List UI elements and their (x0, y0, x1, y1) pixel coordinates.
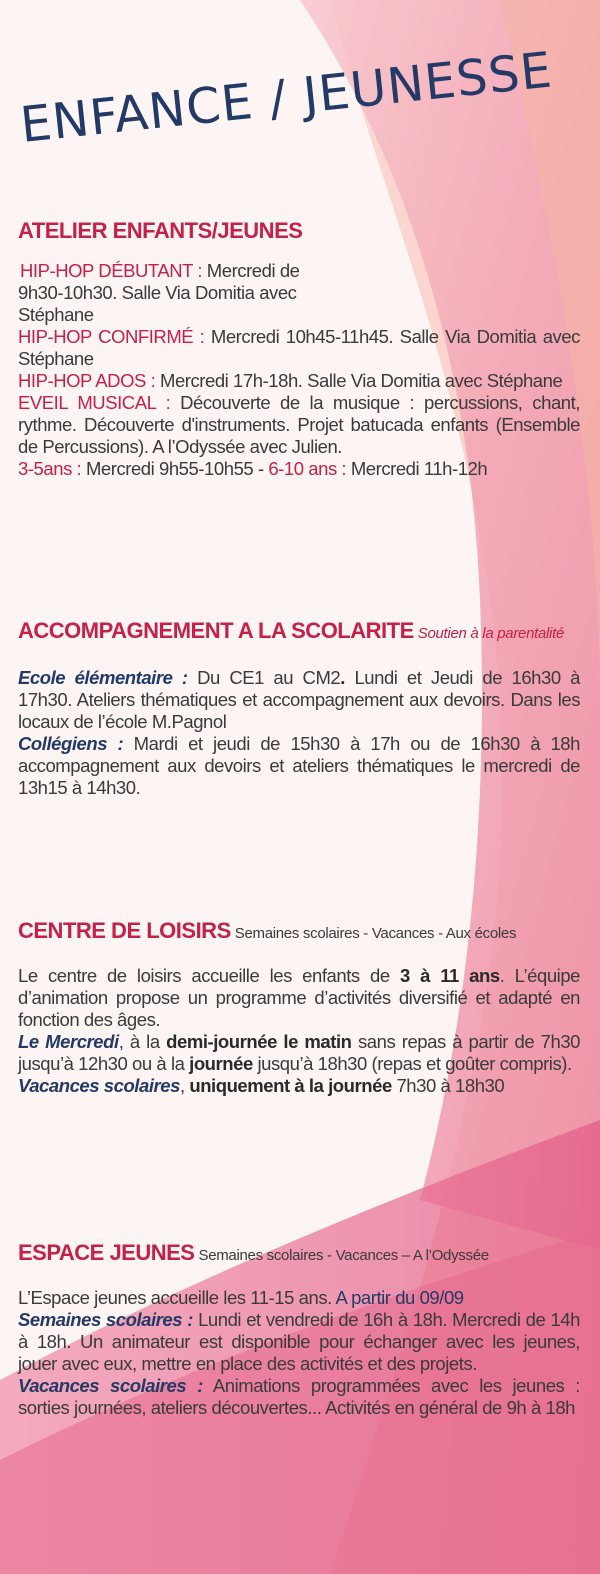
section-atelier (18, 218, 580, 480)
loisirs-heading: CENTRE DE LOISIRS Semaines scolaires - Vacances - Aux écoles (18, 918, 517, 943)
scolarite-heading: ACCOMPAGNEMENT A LA SCOLARITE Soutien à la parentalité (18, 618, 564, 643)
atelier-heading: ATELIER ENFANTS/JEUNES (18, 218, 303, 243)
page-title: ENFANCE / JEUNESSE (17, 41, 556, 154)
jeunes-heading: ESPACE JEUNES Semaines scolaires - Vacances – A l’Odyssée (18, 1240, 489, 1265)
section-scolarite (18, 618, 580, 799)
jeunes-body: L’Espace jeunes accueille les 11-15 ans. A partir du 09/09 Semaines scolaires : Lundi et vendredi de 16h à 18h. Mercredi de 14h à 18h. Un animateur est disponible pour échanger avec les jeunes, jouer avec eux, mettre en place des activités et des projets. Vacances scolaires : Animations programmées avec les jeunes : sorties journées, ateliers découvertes... Activités en général de 9h à 18h (18, 1287, 580, 1418)
section-loisirs (18, 918, 580, 1097)
loisirs-body: Le centre de loisirs accueille les enfants de 3 à 11 ans. L’équipe d’animation propose un programme d’activités diversifié et adapté en fonction des âges. Le Mercredi, à la demi-journée le matin sans repas à partir de 7h30 jusqu’à 12h30 ou à la journée jusqu’à 18h30 (repas et goûter compris). Vacances scolaires, uniquement à la journée 7h30 à 18h30 (18, 965, 580, 1096)
scolarite-body: Ecole élémentaire : Du CE1 au CM2. Lundi et Jeudi de 16h30 à 17h30. Ateliers thématiques et accompagnement aux devoirs. Dans les locaux de l’école M.Pagnol Collégiens : Mardi et jeudi de 15h30 à 17h ou de 16h30 à 18h accompagnement aux devoirs et ateliers thématiques le mercredi de 13h15 à 14h30. (18, 667, 580, 798)
section-jeunes (18, 1240, 580, 1419)
atelier-body: HIP-HOP DÉBUTANT : Mercredi de 9h30-10h30. Salle Via Domitia avec Stéphane HIP-HOP CONFIRMÉ : Mercredi 10h45-11h45. Salle Via Domitia avec Stéphane HIP-HOP ADOS : Mercredi 17h-18h. Salle Via Domitia avec Stéphane EVEIL MUSICAL : Découverte de la musique : percussions, chant, rythme. Découverte d'instruments. Projet batucada enfants (Ensemble de Percussions). A l’Odyssée avec Julien. 3-5ans : Mercredi 9h55-10h55 - 6-10 ans : Mercredi 11h-12h (18, 260, 581, 479)
